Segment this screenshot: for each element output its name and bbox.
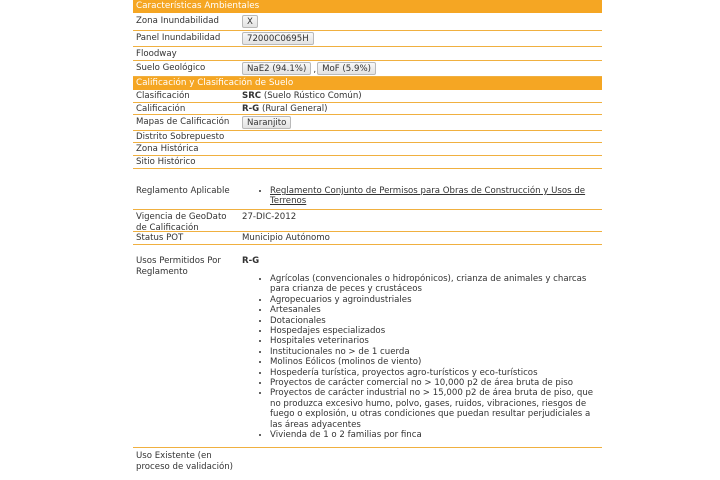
- list-item: • Artesanales: [270, 305, 602, 315]
- floodway-label: Floodway: [136, 49, 177, 59]
- distrito-sobrepuesto-label: Distrito Sobrepuesto: [136, 132, 225, 142]
- zona-inundabilidad-value: [242, 15, 602, 28]
- clasificacion-desc: (Suelo Rústico Común): [263, 91, 362, 101]
- row-vigencia-geodato: [133, 210, 602, 232]
- row-clasificacion: [133, 90, 602, 103]
- row-panel-inundabilidad: [133, 31, 602, 47]
- list-item: • Institucionales no > de 1 cuerda: [270, 347, 602, 357]
- row-zona-inundabilidad: [133, 13, 602, 31]
- usos-permitidos-list: [242, 274, 602, 441]
- usos-permitidos-code: R-G: [242, 256, 260, 266]
- zona-inundabilidad-label: Zona Inundabilidad: [136, 16, 219, 26]
- row-status-pot: [133, 232, 602, 245]
- list-item: • Hospedajes especializados: [270, 326, 602, 336]
- clasificacion-label: Clasificación: [136, 91, 190, 101]
- row-mapas-calificacion: [133, 115, 602, 131]
- row-distrito-sobrepuesto: [133, 131, 602, 143]
- calificacion-desc: (Rural General): [261, 104, 328, 114]
- list-item: • Hospitales veterinarios: [270, 336, 602, 346]
- reglamento-aplicable-label: Reglamento Aplicable: [136, 186, 230, 196]
- list-item: • Vivienda de 1 o 2 familias por finca: [270, 430, 602, 440]
- usos-permitidos-value: [242, 256, 602, 441]
- reglamento-aplicable-value: [242, 186, 602, 207]
- status-pot-label: Status POT: [136, 233, 184, 243]
- suelo-geologico-label: Suelo Geológico: [136, 63, 206, 73]
- status-pot-value: Municipio Autónomo: [242, 233, 330, 243]
- usos-permitidos-label: Usos Permitidos Por Reglamento: [136, 256, 221, 277]
- calificacion-value: [242, 104, 602, 114]
- row-calificacion: [133, 103, 602, 115]
- vigencia-geodato-value: 27-DIC-2012: [242, 212, 297, 222]
- mapas-calificacion-label: Mapas de Calificación: [136, 117, 230, 127]
- list-item: • Molinos Eólicos (molinos de viento): [270, 357, 602, 367]
- list-item: • Proyectos de carácter industrial no > 15,000 p2 de área bruta de piso, que no produzca excesivo humo, polvo, gases, ruidos, vibraciones, riesgos de fuego o explosión, u otras condiciones que puedan resultar perjudiciales a las áreas adyacentes: [270, 388, 602, 430]
- list-item: • Dotacionales: [270, 316, 602, 326]
- property-info-panel: [133, 0, 602, 478]
- zona-historica-label: Zona Histórica: [136, 144, 199, 154]
- row-zona-historica: [133, 143, 602, 156]
- sitio-historico-label: Sitio Histórico: [136, 157, 196, 167]
- zona-inundabilidad-button[interactable]: X: [242, 15, 258, 28]
- calificacion-label: Calificación: [136, 104, 186, 114]
- row-reglamento-aplicable: [133, 169, 602, 210]
- reglamento-link[interactable]: Reglamento Conjunto de Permisos para Obras de Construcción y Usos de Terrenos: [270, 186, 586, 207]
- clasificacion-value: [242, 91, 602, 101]
- vigencia-geodato-label: Vigencia de GeoDato de Calificación: [136, 212, 227, 233]
- list-item: • Agropecuarios y agroindustriales: [270, 295, 602, 305]
- mapas-calificacion-value: [242, 116, 602, 129]
- suelo-geologico-values: [242, 62, 602, 75]
- ambiental-section-header: Características Ambientales: [133, 0, 602, 13]
- row-usos-permitidos: [133, 245, 602, 448]
- row-uso-existente: [133, 448, 602, 478]
- list-item: • Proyectos de carácter comercial no > 10,000 p2 de área bruta de piso: [270, 378, 602, 388]
- row-floodway: [133, 47, 602, 61]
- suelo-geologico-button-2[interactable]: MoF (5.9%): [317, 62, 376, 75]
- calificacion-code: R-G: [242, 104, 260, 114]
- list-item: • Hospedería turística, proyectos agro-turísticos y eco-turísticos: [270, 368, 602, 378]
- clasificacion-code: SRC: [242, 91, 262, 101]
- calificacion-section-header: Calificación y Clasificación de Suelo: [133, 77, 602, 90]
- panel-inundabilidad-label: Panel Inundabilidad: [136, 33, 221, 43]
- row-sitio-historico: [133, 156, 602, 169]
- list-item: [270, 186, 602, 207]
- suelo-geologico-separator: ,: [313, 65, 317, 75]
- row-suelo-geologico: [133, 61, 602, 77]
- list-item: • Agrícolas (convencionales o hidropónicos), crianza de animales y charcas para crianza de peces y crustáceos: [270, 274, 602, 295]
- mapas-calificacion-button[interactable]: Naranjito: [242, 116, 291, 129]
- panel-inundabilidad-value: [242, 32, 602, 45]
- uso-existente-label: Uso Existente (en proceso de validación): [136, 451, 234, 472]
- suelo-geologico-button-1[interactable]: NaE2 (94.1%): [242, 62, 311, 75]
- reglamento-list: [242, 186, 602, 207]
- panel-inundabilidad-button[interactable]: 72000C0695H: [242, 32, 314, 45]
